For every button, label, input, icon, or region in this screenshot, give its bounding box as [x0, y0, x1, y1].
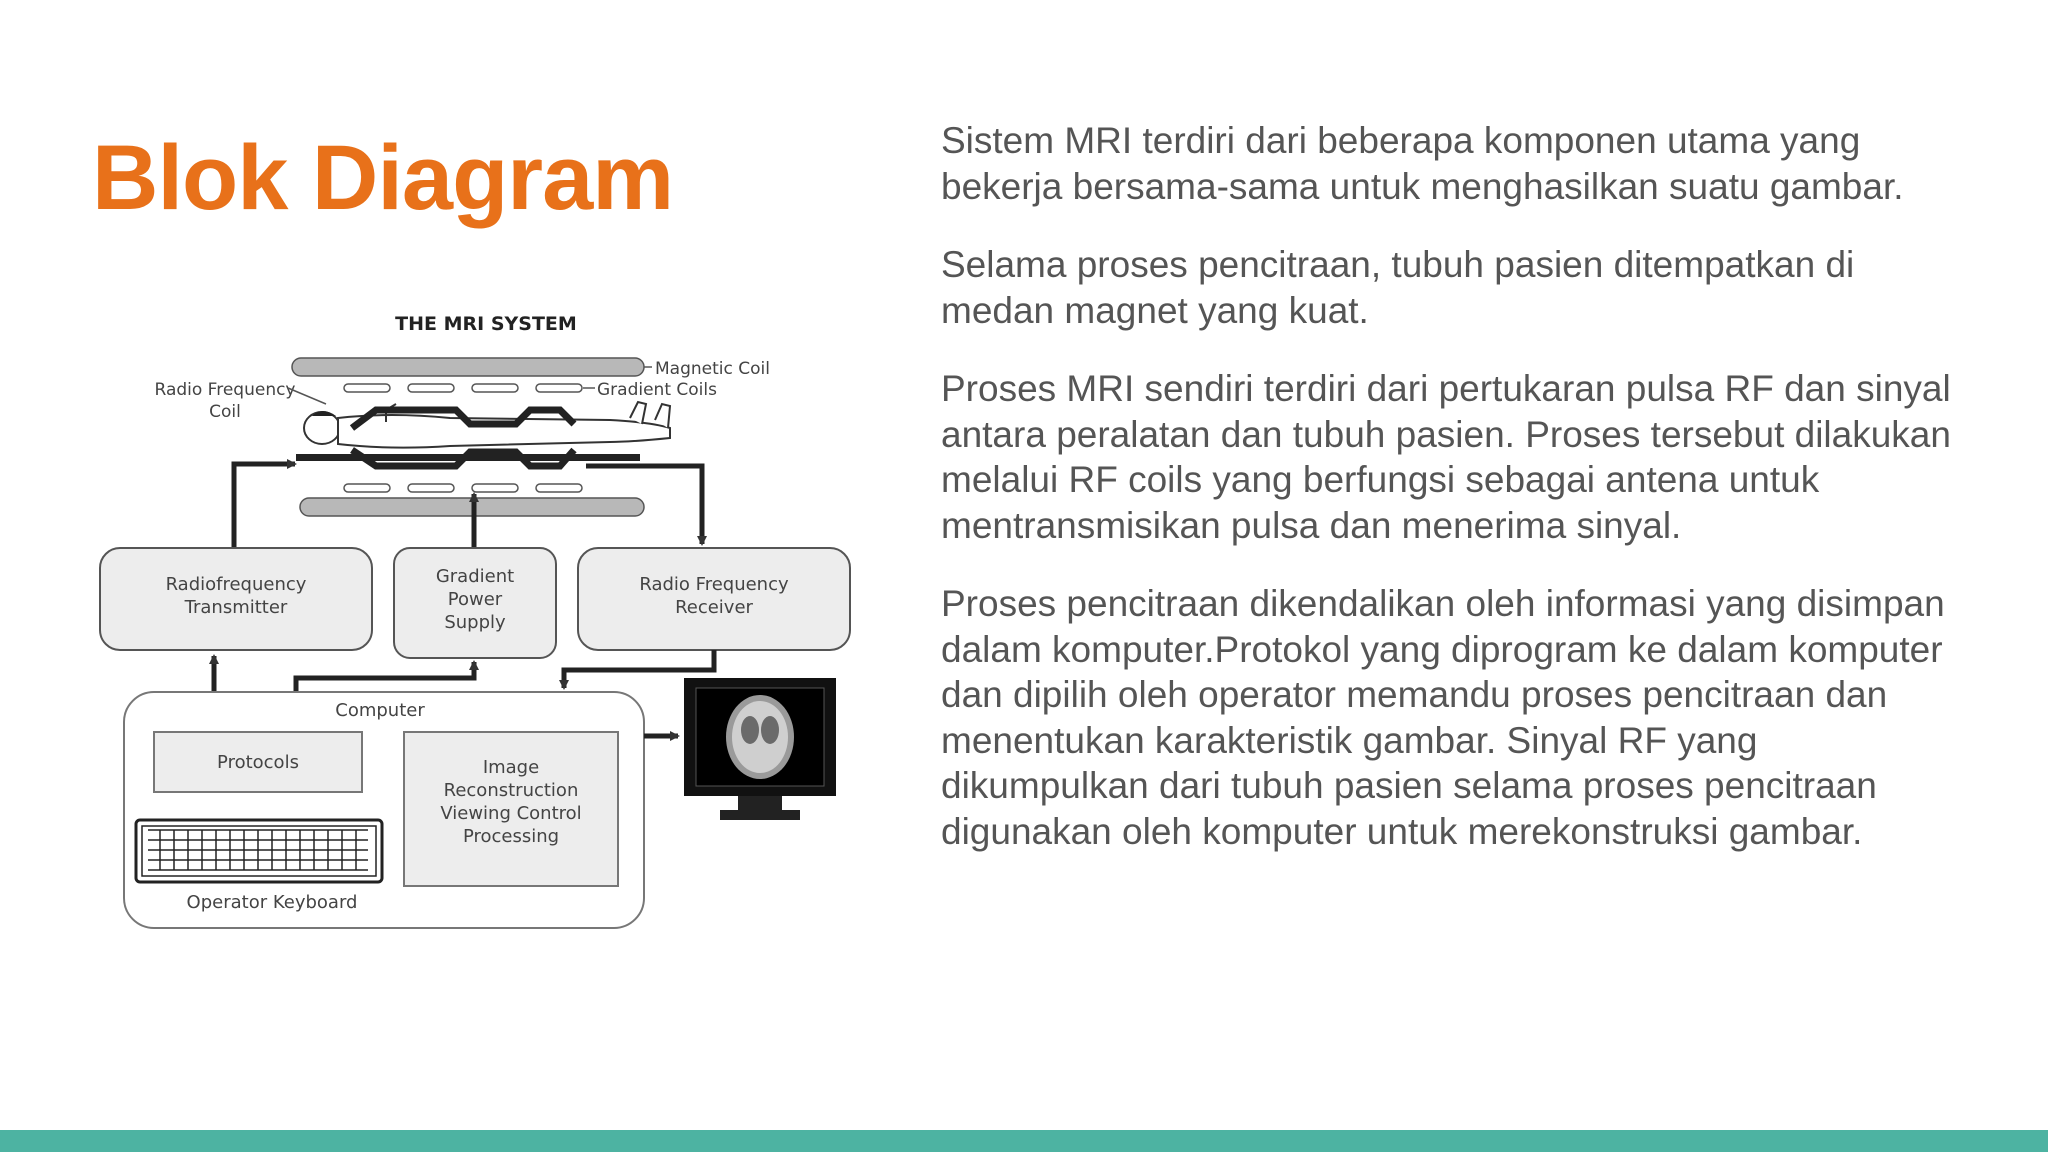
paragraph-3: Proses MRI sendiri terdiri dari pertukaran pulsa RF dan sinyal antara peralatan dan tubuh pasien. Proses tersebut dilakukan melalui RF coils yang berfungsi sebagai antena untuk mentransmisikan pulsa dan menerima sinyal.: [941, 368, 1951, 546]
diagram-title: THE MRI SYSTEM: [395, 313, 577, 335]
rf-transmitter-line2: Transmitter: [184, 597, 288, 618]
gradient-psu-line1: Gradient: [435, 566, 515, 587]
gradient-coils-top: [344, 384, 582, 392]
rf-transmitter-line1: Radiofrequency: [165, 574, 307, 595]
image-processing-line3: Viewing Control: [440, 803, 582, 824]
rf-coil-label-line1: Radio Frequency: [154, 380, 296, 400]
paragraph-2: Selama proses pencitraan, tubuh pasien ditempatkan di medan magnet yang kuat.: [941, 244, 1855, 331]
slide-title: Blok Diagram: [92, 127, 674, 229]
arrow-computer-to-gradient: [296, 662, 474, 694]
operator-keyboard-icon: [136, 820, 382, 882]
rf-coil-label-line2: Coil: [209, 402, 241, 422]
image-processing-line4: Processing: [462, 826, 560, 847]
monitor-icon: [684, 678, 836, 820]
gradient-psu-line3: Supply: [444, 612, 506, 633]
body-text: [941, 118, 1971, 887]
rf-receiver-line1: Radio Frequency: [639, 574, 789, 595]
arrow-transmitter-to-coil: [234, 464, 295, 548]
gradient-psu-line2: Power: [447, 589, 503, 610]
protocols-label: Protocols: [217, 752, 299, 773]
magnetic-coil-top: [292, 358, 644, 376]
mri-block-diagram: [90, 300, 860, 940]
patient-table: [296, 454, 640, 461]
operator-keyboard-label: Operator Keyboard: [186, 892, 358, 913]
magnetic-coil-label: Magnetic Coil: [655, 359, 770, 379]
gradient-coils-label: Gradient Coils: [597, 380, 717, 400]
footer-bar: [0, 1130, 2048, 1152]
paragraph-4: Proses pencitraan dikendalikan oleh informasi yang disimpan dalam komputer.Protokol yang diprogram ke dalam komputer dan dipilih oleh operator memandu proses pencitraan dan menentukan karakteristik gambar. Sinyal RF yang dikumpulkan dari tubuh pasien selama proses pencitraan digunakan oleh komputer untuk merekonstruksi gambar.: [941, 583, 1945, 852]
paragraph-1: Sistem MRI terdiri dari beberapa komponen utama yang bekerja bersama-sama untuk menghasilkan suatu gambar.: [941, 120, 1904, 207]
rf-receiver-line2: Receiver: [675, 597, 753, 618]
mri-system-svg: [90, 300, 860, 940]
computer-label: Computer: [335, 700, 425, 721]
image-processing-line1: Image: [482, 757, 540, 778]
gradient-coils-bottom: [344, 484, 582, 492]
image-processing-line2: Reconstruction: [443, 780, 579, 801]
